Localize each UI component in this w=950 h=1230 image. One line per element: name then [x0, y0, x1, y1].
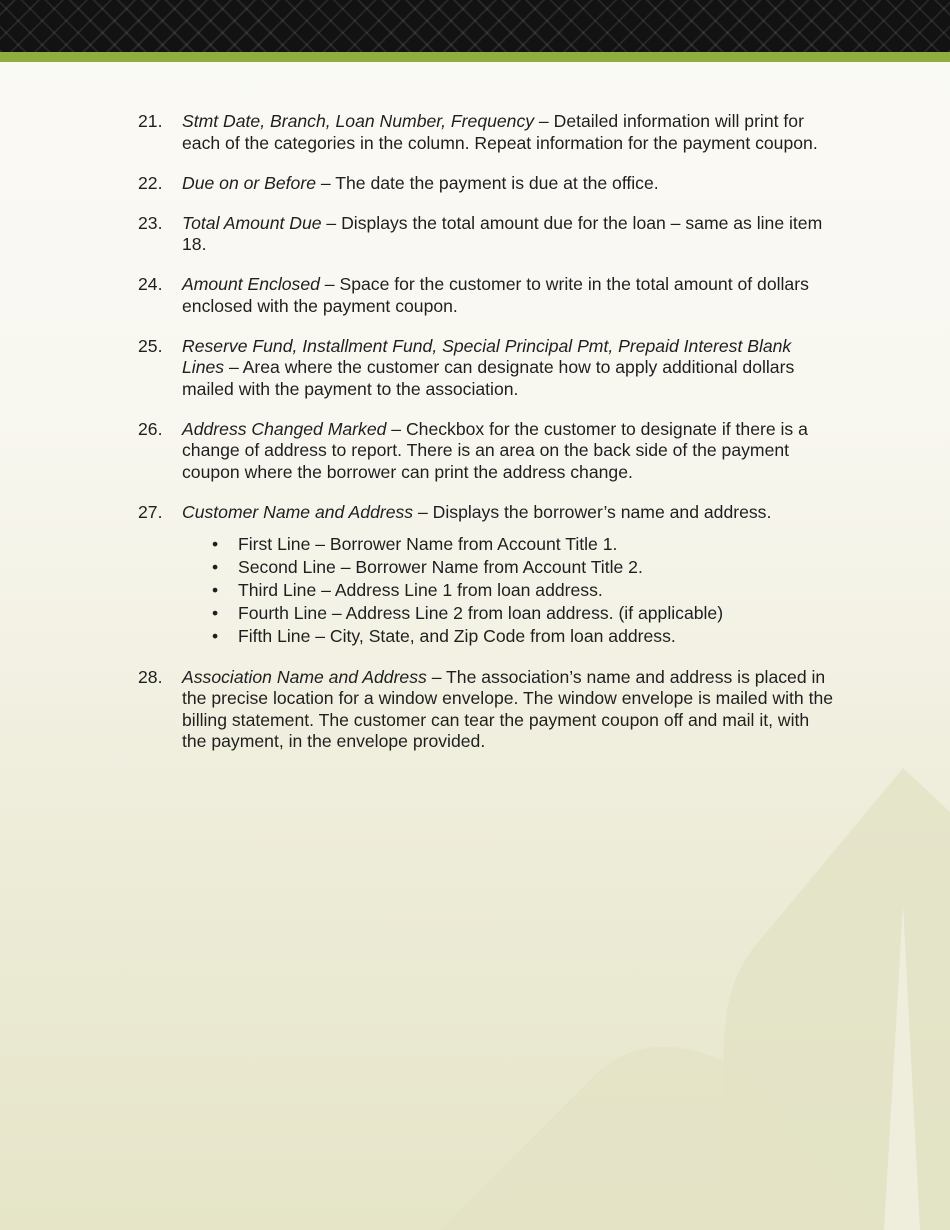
list-item [138, 173, 838, 195]
list-item [138, 336, 838, 401]
sub-bullet-text: Third Line – Address Line 1 from loan address. [238, 580, 603, 600]
item-term: Total Amount Due [182, 212, 322, 233]
list-item [138, 502, 838, 649]
sub-bullet-text: First Line – Borrower Name from Account Title 1. [238, 534, 618, 554]
sub-bullet-text: Fourth Line – Address Line 2 from loan address. (if applicable) [238, 603, 724, 623]
sub-bullet-item [182, 556, 838, 579]
item-description: – The association’s name and address is placed in the precise location for a window envelope. The window envelope is mailed with the billing statement. The customer can tear the payment coupon off and mail it, with the payment, in the envelope provided. [182, 666, 834, 751]
sub-bullet-text: Second Line – Borrower Name from Account Title 2. [238, 557, 643, 577]
item-description: – Displays the borrower’s name and address. [413, 501, 772, 522]
item-text [182, 502, 838, 649]
item-description: – The date the payment is due at the office. [316, 172, 659, 193]
item-number: 28. [138, 666, 163, 687]
sub-bullet-item [182, 625, 838, 648]
bullet-icon: • [212, 626, 219, 646]
sub-bullet-text: Fifth Line – City, State, and Zip Code from loan address. [238, 626, 676, 646]
item-term: Amount Enclosed [182, 274, 320, 294]
sub-bullet-item [182, 533, 838, 556]
item-number: 24. [138, 274, 163, 294]
bullet-icon: • [212, 557, 219, 577]
item-description: – Area where the customer can designate how to apply additional dollars mailed with the payment to the association. [182, 357, 795, 399]
bullet-icon: • [212, 534, 219, 554]
list-item [138, 274, 838, 317]
definitions-list [138, 111, 838, 771]
item-term: Due on or Before [182, 172, 316, 193]
item-description: – Space for the customer to write in the total amount of dollars enclosed with the payment coupon. [182, 274, 809, 316]
sub-bullet-item [182, 579, 838, 602]
item-number: 21. [138, 111, 163, 131]
item-term: Reserve Fund, Installment Fund, Special Principal Pmt, Prepaid Interest Blank Lines [182, 335, 792, 377]
item-number: 26. [138, 418, 163, 439]
bullet-icon: • [212, 580, 219, 600]
item-number: 22. [138, 172, 163, 193]
list-item [138, 419, 838, 484]
item-number: 23. [138, 212, 163, 233]
item-description: – Displays the total amount due for the loan – same as line item 18. [182, 212, 823, 254]
sub-bullet-item [182, 602, 838, 625]
item-text [182, 336, 838, 401]
item-text [182, 111, 838, 154]
item-term: Customer Name and Address [182, 501, 414, 522]
item-description: – Checkbox for the customer to designate if there is a change of address to report. There is an area on the back side of the payment coupon where the borrower can print the address change. [182, 418, 808, 482]
item-text [182, 173, 838, 195]
list-item [138, 111, 838, 154]
sub-bullet-list [182, 533, 838, 648]
item-term: Stmt Date, Branch, Loan Number, Frequency [182, 111, 535, 131]
item-text [182, 419, 838, 484]
item-text [182, 667, 838, 753]
item-term: Association Name and Address [182, 666, 427, 687]
item-number: 25. [138, 335, 163, 356]
item-text [182, 213, 838, 256]
item-term: Address Changed Marked [182, 418, 387, 439]
bullet-icon: • [212, 603, 219, 623]
list-item [138, 667, 838, 753]
item-description: – Detailed information will print for each of the categories in the column. Repeat information for the payment coupon. [182, 111, 818, 153]
item-text [182, 274, 838, 317]
list-item [138, 213, 838, 256]
item-number: 27. [138, 501, 163, 522]
